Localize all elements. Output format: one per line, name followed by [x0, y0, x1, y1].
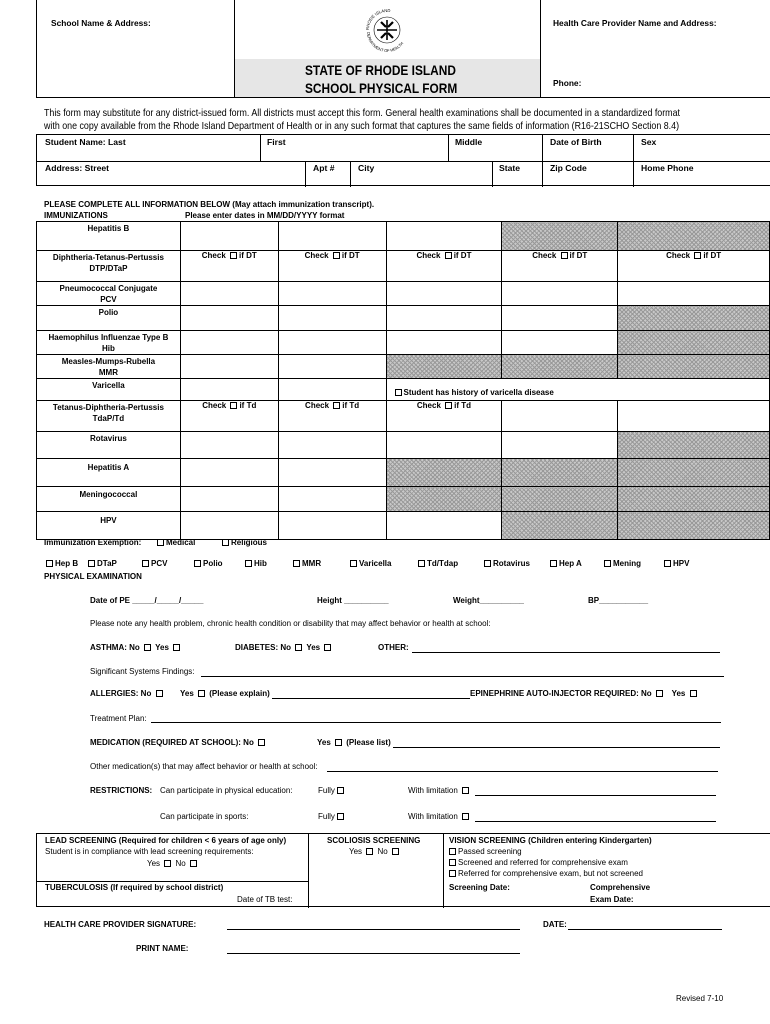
checkbox-icon[interactable]	[198, 690, 205, 697]
imm-date-cell[interactable]	[502, 401, 618, 432]
medication-input-line[interactable]	[393, 747, 720, 748]
imm-date-cell[interactable]	[386, 512, 502, 540]
imm-date-cell[interactable]	[278, 306, 386, 331]
checkbox-icon[interactable]	[690, 690, 697, 697]
tb-date-label[interactable]: Date of TB test:	[237, 895, 293, 904]
imm-date-cell[interactable]	[386, 222, 502, 251]
checkbox-icon[interactable]	[164, 860, 171, 867]
tb-title: TUBERCULOSIS (If required by school district)	[45, 883, 224, 892]
varicella-history-check[interactable]: Student has history of varicella disease	[386, 379, 769, 401]
check-td[interactable]: Check if Td	[180, 401, 278, 432]
imm-date-cell[interactable]	[278, 355, 386, 379]
weight-field[interactable]: Weight__________	[453, 596, 525, 605]
immunizations-header: IMMUNIZATIONS	[44, 211, 108, 220]
exemption-label: Immunization Exemption:	[44, 538, 142, 547]
imm-label-pcv: Pneumococcal Conjugate	[59, 284, 158, 293]
page-title: STATE OF RHODE ISLAND	[305, 62, 456, 78]
check-td[interactable]: Check if Td	[386, 401, 502, 432]
imm-date-cell[interactable]	[502, 432, 618, 459]
intro-line-1: This form may substitute for any district-issued form. All districts must accept this form. General health examinations shall be documented in a standardized format	[44, 108, 680, 119]
imm-date-cell[interactable]	[278, 459, 386, 487]
date-of-pe-field[interactable]: Date of PE _____/_____/_____	[90, 596, 204, 605]
imm-date-cell[interactable]	[386, 306, 502, 331]
checkbox-icon[interactable]	[230, 402, 237, 409]
check-td[interactable]: Check if Td	[278, 401, 386, 432]
imm-date-cell[interactable]	[180, 355, 278, 379]
sex-field[interactable]: Sex	[641, 137, 657, 147]
exemption-item[interactable]: HPV	[662, 559, 702, 568]
imm-label-hpv: HPV	[37, 512, 181, 540]
imm-row-hib: Haemophilus Influenzae Type B Hib	[37, 331, 770, 355]
other-meds-label: Other medication(s) that may affect behavior or health at school:	[90, 762, 318, 771]
sports-participate-label: Can participate in sports:	[160, 812, 249, 821]
other-meds-input-line[interactable]	[327, 771, 718, 772]
checkbox-icon[interactable]	[333, 402, 340, 409]
imm-row-hepb	[37, 222, 770, 251]
lead-yes-no[interactable]: Yes No	[147, 859, 199, 868]
imm-date-cell[interactable]	[502, 282, 618, 306]
other-input-line[interactable]	[412, 652, 720, 653]
exemption-item[interactable]: PCV	[140, 559, 192, 568]
exemption-item[interactable]: Varicella	[348, 559, 416, 568]
date-line[interactable]	[568, 929, 722, 930]
scoliosis-title: SCOLIOSIS SCREENING	[327, 836, 421, 845]
imm-label-polio: Polio	[37, 306, 181, 331]
pe-limitation-line[interactable]	[475, 795, 716, 796]
date-label: DATE:	[543, 920, 567, 929]
imm-label-mening: Meningococcal	[37, 487, 181, 512]
home-phone-field[interactable]: Home Phone	[641, 163, 694, 173]
zip-field[interactable]: Zip Code	[550, 163, 587, 173]
immunization-table	[36, 221, 770, 540]
other-label: OTHER:	[378, 643, 409, 652]
imm-date-cell[interactable]	[278, 331, 386, 355]
checkbox-icon[interactable]	[484, 560, 491, 567]
checkbox-icon[interactable]	[418, 560, 425, 567]
imm-date-cell[interactable]	[618, 401, 770, 432]
imm-label-dtap: Diphtheria-Tetanus-Pertussis	[52, 253, 164, 262]
checkbox-icon[interactable]	[222, 539, 229, 546]
screening-box	[36, 833, 770, 907]
scoliosis-yes-no[interactable]: Yes No	[349, 847, 401, 856]
exemption-item[interactable]: Hib	[243, 559, 291, 568]
imm-date-cell[interactable]	[180, 222, 278, 251]
school-name-box[interactable]	[36, 0, 235, 98]
pe-fully[interactable]: Fully	[318, 786, 346, 795]
address-field[interactable]: Address: Street	[45, 163, 109, 173]
checkbox-icon[interactable]	[462, 813, 469, 820]
exemption-item[interactable]: MMR	[291, 559, 348, 568]
allergies-field[interactable]: ALLERGIES: No	[90, 689, 165, 698]
allergies-input-line[interactable]	[272, 698, 470, 699]
vision-passed[interactable]: Passed screening	[447, 847, 522, 856]
checkbox-icon[interactable]	[350, 560, 357, 567]
student-first-name-field[interactable]: First	[267, 137, 286, 147]
epinephrine-field[interactable]: EPINEPHRINE AUTO-INJECTOR REQUIRED: No Yes	[470, 689, 699, 698]
physical-exam-header: PHYSICAL EXAMINATION	[44, 572, 142, 581]
checkbox-icon[interactable]	[449, 848, 456, 855]
imm-date-cell[interactable]	[180, 331, 278, 355]
imm-row-rotavirus	[37, 432, 770, 459]
imm-row-varicella	[37, 379, 770, 401]
imm-row-mening	[37, 487, 770, 512]
exemption-item[interactable]: Polio	[192, 559, 243, 568]
checkbox-icon[interactable]	[293, 560, 300, 567]
systems-input-line[interactable]	[201, 676, 724, 677]
medication-field[interactable]: MEDICATION (REQUIRED AT SCHOOL): No	[90, 738, 267, 747]
student-last-name-field[interactable]: Student Name: Last	[45, 137, 126, 147]
imm-date-cell[interactable]	[180, 459, 278, 487]
checkbox-icon[interactable]	[173, 644, 180, 651]
vision-not-screened[interactable]: Referred for comprehensive exam, but not screened	[447, 869, 643, 878]
exemption-item[interactable]: DTaP	[86, 559, 140, 568]
checkbox-icon[interactable]	[295, 644, 302, 651]
screening-date-label[interactable]: Screening Date:	[449, 883, 510, 892]
bp-field[interactable]: BP___________	[588, 596, 649, 605]
exemption-item[interactable]: Hep B	[44, 559, 86, 568]
imm-label-hepb: Hepatitis B	[37, 222, 181, 251]
exemption-vaccine-list	[44, 559, 770, 568]
checkbox-icon[interactable]	[337, 787, 344, 794]
checkbox-icon[interactable]	[366, 848, 373, 855]
imm-label-tdap: Tetanus-Diphtheria-Pertussis	[52, 403, 164, 412]
ri-health-seal-icon	[359, 2, 415, 58]
checkbox-icon[interactable]	[335, 739, 342, 746]
checkbox-icon[interactable]	[46, 560, 53, 567]
imm-date-cell[interactable]	[180, 379, 278, 401]
imm-date-cell[interactable]	[278, 379, 386, 401]
checkbox-icon[interactable]	[88, 560, 95, 567]
checkbox-icon[interactable]	[550, 560, 557, 567]
state-field[interactable]: State	[499, 163, 521, 173]
checkbox-icon[interactable]	[561, 252, 568, 259]
imm-date-cell[interactable]	[502, 331, 618, 355]
sports-with-limitation[interactable]: With limitation	[408, 812, 471, 821]
checkbox-icon[interactable]	[258, 739, 265, 746]
imm-row-polio	[37, 306, 770, 331]
imm-row-hepa	[37, 459, 770, 487]
health-problem-note: Please note any health problem, chronic health condition or disability that may affect behavior or health at school:	[90, 619, 491, 628]
checkbox-icon[interactable]	[333, 252, 340, 259]
seal-top-text: RHODE ISLAND	[364, 7, 391, 31]
imm-row-tdap: Tetanus-Diphtheria-Pertussis TdaP/Td Check if Td Check if Td Check if Td	[37, 401, 770, 432]
checkbox-icon[interactable]	[156, 690, 163, 697]
checkbox-icon[interactable]	[337, 813, 344, 820]
treatment-label: Treatment Plan:	[90, 714, 147, 723]
provider-label: Health Care Provider Name and Address:	[553, 18, 717, 28]
sports-limitation-line[interactable]	[475, 821, 716, 822]
checkbox-icon[interactable]	[324, 644, 331, 651]
imm-date-cell[interactable]	[180, 432, 278, 459]
lead-screening-line: Student is in compliance with lead screening requirements:	[45, 847, 254, 856]
checkbox-icon[interactable]	[190, 860, 197, 867]
asthma-field[interactable]: ASTHMA: No Yes	[90, 643, 182, 652]
phone-label: Phone:	[553, 78, 582, 88]
checkbox-icon[interactable]	[142, 560, 149, 567]
print-name-label: PRINT NAME:	[136, 944, 189, 953]
checkbox-icon[interactable]	[694, 252, 701, 259]
imm-date-cell[interactable]	[278, 432, 386, 459]
exam-date-label[interactable]: Exam Date:	[590, 895, 634, 904]
pe-participate-label: Can participate in physical education:	[160, 786, 293, 795]
checkbox-icon[interactable]	[449, 870, 456, 877]
checkbox-icon[interactable]	[230, 252, 237, 259]
medication-yes[interactable]: Yes (Please list)	[317, 738, 391, 747]
exemption-item[interactable]: Hep A	[548, 559, 602, 568]
imm-date-cell[interactable]	[180, 306, 278, 331]
imm-row-pcv: Pneumococcal Conjugate PCV	[37, 282, 770, 306]
imm-date-cell[interactable]	[278, 222, 386, 251]
lead-screening-title: LEAD SCREENING (Required for children < 6 years of age only)	[45, 836, 287, 845]
exemption-religious[interactable]: Religious	[220, 538, 267, 547]
student-middle-name-field[interactable]: Middle	[455, 137, 483, 147]
exemption-item[interactable]: Td/Tdap	[416, 559, 482, 568]
city-field[interactable]: City	[358, 163, 375, 173]
intro-line-2: with one copy available from the Rhode Island Department of Health or in any such format that captures the same fields of information (R16-21SCHO Section 8.4)	[44, 121, 680, 132]
exemption-item[interactable]: Rotavirus	[482, 559, 548, 568]
check-dt[interactable]: Check if DT	[386, 251, 502, 282]
page-subtitle: SCHOOL PHYSICAL FORM	[305, 80, 458, 96]
imm-date-cell[interactable]	[180, 282, 278, 306]
imm-label-varicella: Varicella	[37, 379, 181, 401]
exemption-item[interactable]: Mening	[602, 559, 662, 568]
vision-referred[interactable]: Screened and referred for comprehensive exam	[447, 858, 628, 867]
checkbox-icon[interactable]	[392, 848, 399, 855]
checkbox-icon[interactable]	[144, 644, 151, 651]
school-name-label: School Name & Address:	[51, 18, 151, 28]
checkbox-icon[interactable]	[604, 560, 611, 567]
imm-label-hib: Haemophilus Influenzae Type B	[48, 333, 169, 342]
checkbox-icon[interactable]	[245, 560, 252, 567]
revision-note: Revised 7-10	[676, 994, 724, 1003]
signature-line[interactable]	[227, 929, 520, 930]
imm-date-cell[interactable]	[278, 487, 386, 512]
checkbox-icon[interactable]	[445, 402, 452, 409]
print-name-line[interactable]	[227, 953, 520, 954]
imm-date-cell[interactable]	[278, 512, 386, 540]
exemption-medical[interactable]: Medical	[155, 538, 195, 547]
imm-date-cell[interactable]	[278, 282, 386, 306]
pe-with-limitation[interactable]: With limitation	[408, 786, 471, 795]
comprehensive-label: Comprehensive	[590, 883, 651, 892]
immunization-instruction: PLEASE COMPLETE ALL INFORMATION BELOW (May attach immunization transcript).	[44, 200, 375, 209]
imm-date-cell[interactable]	[386, 432, 502, 459]
imm-label-mmr: Measles-Mumps-Rubella	[61, 357, 156, 366]
imm-row-dtap: Diphtheria-Tetanus-Pertussis DTP/DTaP Check if DT Check if DT Check if DT Check if DT Check if DT	[37, 251, 770, 282]
systems-label: Significant Systems Findings:	[90, 667, 195, 676]
check-dt[interactable]: Check if DT	[278, 251, 386, 282]
imm-date-cell[interactable]	[618, 282, 770, 306]
imm-row-mmr: Measles-Mumps-Rubella MMR	[37, 355, 770, 379]
diabetes-field[interactable]: DIABETES: No Yes	[235, 643, 333, 652]
treatment-input-line[interactable]	[151, 722, 721, 723]
restrictions-label: RESTRICTIONS:	[90, 786, 153, 795]
check-dt[interactable]: Check if DT	[180, 251, 278, 282]
checkbox-icon[interactable]	[664, 560, 671, 567]
checkbox-icon[interactable]	[194, 560, 201, 567]
imm-row-hpv	[37, 512, 770, 540]
imm-label-rotavirus: Rotavirus	[37, 432, 181, 459]
title-banner	[235, 59, 540, 98]
vision-title: VISION SCREENING (Children entering Kindergarten)	[449, 836, 652, 845]
date-format-note: Please enter dates in MM/DD/YYYY format	[185, 211, 345, 220]
height-field[interactable]: Height __________	[317, 596, 389, 605]
imm-date-cell[interactable]	[180, 487, 278, 512]
apt-field[interactable]: Apt #	[313, 163, 335, 173]
allergies-yes[interactable]: Yes (Please explain)	[180, 689, 270, 698]
signature-label: HEALTH CARE PROVIDER SIGNATURE:	[44, 920, 197, 929]
provider-box[interactable]	[540, 0, 770, 98]
checkbox-icon[interactable]	[462, 787, 469, 794]
checkbox-icon[interactable]	[395, 389, 402, 396]
check-dt[interactable]: Check if DT	[502, 251, 618, 282]
check-dt[interactable]: Check if DT	[618, 251, 770, 282]
student-info-table	[36, 134, 770, 186]
seal-bottom-text: DEPARTMENT OF HEALTH	[365, 31, 405, 54]
checkbox-icon[interactable]	[656, 690, 663, 697]
imm-date-cell[interactable]	[180, 512, 278, 540]
imm-date-cell[interactable]	[386, 282, 502, 306]
sports-fully[interactable]: Fully	[318, 812, 346, 821]
dob-field[interactable]: Date of Birth	[550, 137, 602, 147]
checkbox-icon[interactable]	[445, 252, 452, 259]
checkbox-icon[interactable]	[157, 539, 164, 546]
imm-label-hepa: Hepatitis A	[37, 459, 181, 487]
imm-date-cell[interactable]	[386, 331, 502, 355]
checkbox-icon[interactable]	[449, 859, 456, 866]
imm-date-cell[interactable]	[502, 306, 618, 331]
